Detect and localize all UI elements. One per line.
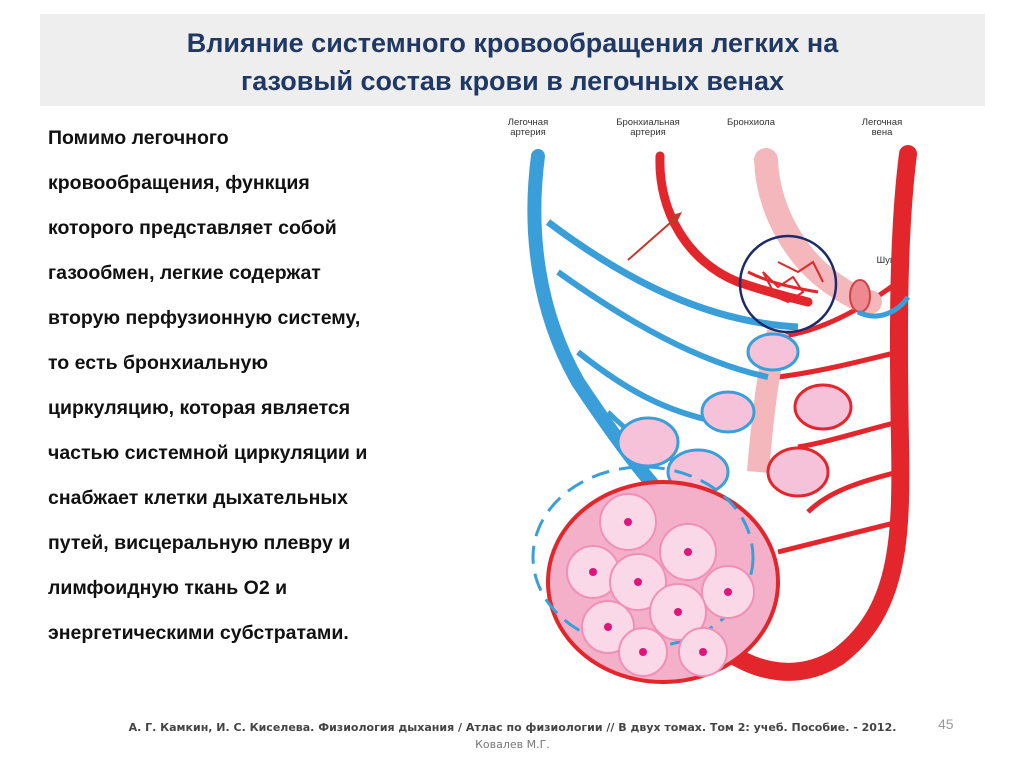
illustration-svg [478, 112, 948, 692]
author: Ковалев М.Г. [475, 738, 550, 751]
arrow-line [628, 216, 678, 260]
artery-branch [548, 222, 798, 327]
citation: А. Г. Камкин, И. С. Киселева. Физиология дыхания / Атлас по физиологии // В двух томах. Том 2: учеб. Пособие. - 2012. [128, 721, 897, 734]
slide-title [40, 24, 985, 100]
bronchiole [766, 160, 870, 302]
alveolar-sac [748, 334, 798, 370]
slide-number: 45 [938, 716, 954, 732]
label-text: артерия [630, 127, 666, 138]
label-text: артерия [510, 127, 546, 138]
body-line: то есть бронхиальную [48, 352, 268, 374]
vein-branch [778, 522, 898, 552]
body-line: вторую перфузионную систему, [48, 307, 361, 329]
title-line-1: Влияние системного кровообращения легких на [186, 28, 839, 58]
label-text: Легочная [507, 117, 549, 128]
body-line: циркуляцию, которая является [48, 397, 351, 419]
body-line: Помимо легочного [48, 127, 229, 149]
body-line: которого представляет собой [48, 217, 337, 239]
label-text: Бронхиола [726, 117, 775, 128]
body-line: энергетическими субстратами. [48, 622, 349, 644]
label-text: Бронхиальная [616, 117, 680, 128]
alveolar-sac [618, 418, 678, 466]
body-line: снабжает клетки дыхательных [48, 487, 348, 509]
body-line: лимфоидную ткань О2 и [48, 577, 288, 599]
body-line: частью системной циркуляции и [48, 442, 368, 464]
body-line: газообмен, легкие содержат [48, 262, 321, 284]
body-text [48, 116, 478, 656]
body-line: путей, висцеральную плевру и [48, 532, 351, 554]
alveolar-sac [702, 392, 754, 432]
label-text: Шунт [876, 255, 900, 266]
label-text: вена [871, 127, 893, 138]
lung-circulation-illustration [478, 112, 948, 692]
title-line-2: газовый состав крови в легочных венах [240, 66, 785, 96]
body-line: кровообращения, функция [48, 172, 310, 194]
bronchiole-opening [850, 280, 870, 312]
label-text: Легочная [861, 117, 903, 128]
alveolar-sac [795, 385, 851, 429]
alveolar-sac [768, 448, 828, 496]
